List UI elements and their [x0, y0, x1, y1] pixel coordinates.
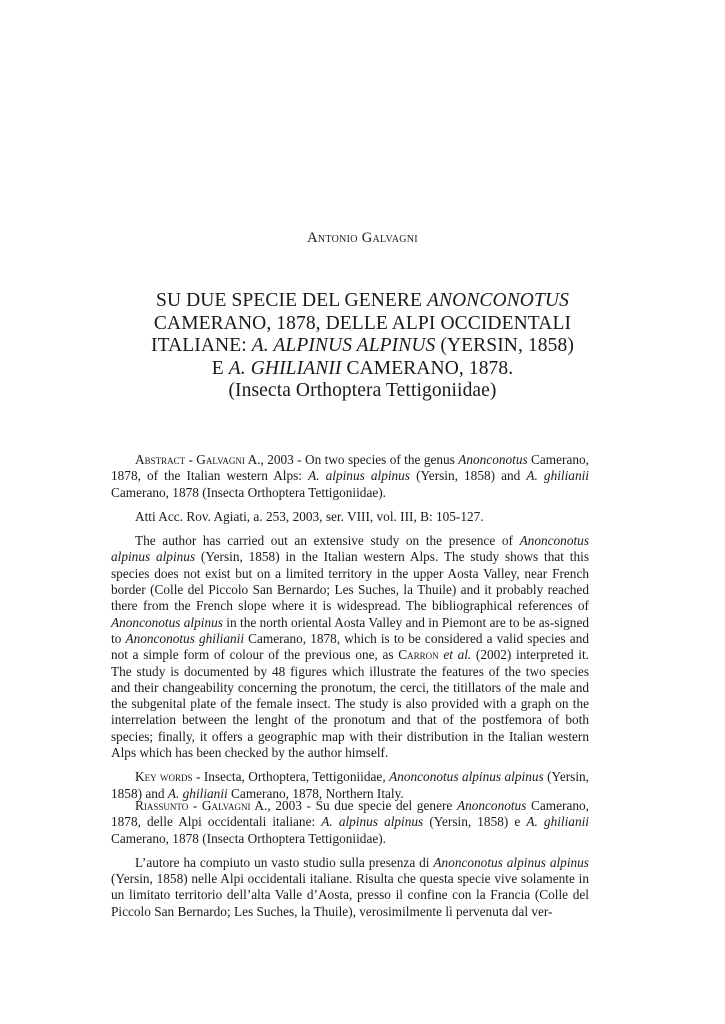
- title-line1a: SU DUE SPECIE DEL GENERE: [156, 290, 427, 311]
- abstract-citation: Atti Acc. Rov. Agiati, a. 253, 2003, ser. VIII, vol. III, B: 105-127.: [135, 508, 484, 524]
- keywords-text: Camerano, 1878, Northern Italy.: [227, 785, 404, 801]
- title-species1: A. ALPINUS ALPINUS: [251, 335, 436, 356]
- title-line4a: E: [211, 357, 229, 379]
- paper-title: [100, 290, 625, 403]
- abstract-species: Anonconotus ghilianii: [125, 630, 245, 646]
- riassunto-section: [111, 798, 589, 928]
- keywords-species: Anonconotus alpinus alpinus: [389, 769, 544, 785]
- abstract-species: Anonconotus alpinus alpinus: [111, 533, 589, 565]
- abstract-species: Anonconotus alpinus: [111, 614, 223, 630]
- title-line4c: CAMERANO, 1878.: [341, 357, 514, 379]
- abstract-paragraph: [111, 533, 589, 761]
- abstract-text: (Yersin, 1858) in the Italian western Alps. The study shows that this species does not exist but on a limited territory in the upper Aosta Valley, near French border (Colle del Piccolo San Bernardo; Les Suches, la Thuile) and it probably reached there from the French slope where it is widespread. The bibliographical references of: [111, 549, 589, 614]
- abstract-ref-species: A. ghilianii: [526, 468, 589, 484]
- abstract-text: Camerano, 1878, which is to be considered a valid species and not a simple form of colour of the previous one, as: [111, 630, 590, 663]
- abstract-label: Abstract - Galvagni: [135, 452, 245, 467]
- abstract-cited-author: Carron: [398, 647, 439, 663]
- abstract-et-al: et al.: [443, 647, 472, 663]
- abstract-section: [111, 452, 589, 810]
- keywords-text: - Insecta, Orthoptera, Tettigoniidae,: [192, 769, 390, 785]
- riassunto-species: Anonconotus alpinus alpinus: [433, 854, 589, 870]
- abstract-ref-text: (Yersin, 1858) and: [410, 468, 527, 484]
- keywords-label: Key words: [135, 769, 193, 785]
- keywords-species: A. ghilianii: [167, 785, 228, 801]
- title-line3a: ITALIANE:: [151, 335, 252, 356]
- title-line3c: (YERSIN, 1858): [435, 335, 574, 356]
- title-genus: ANONCONOTUS: [427, 290, 569, 311]
- title-line2: CAMERANO, 1878, DELLE ALPI OCCIDENTALI: [153, 312, 572, 334]
- author-name: Antonio Galvagni: [307, 230, 418, 246]
- abstract-text: The author has carried out an extensive study on the presence of: [135, 533, 520, 549]
- riassunto-ref-species: A. alpinus alpinus: [321, 814, 424, 830]
- riassunto-ref-text: Camerano, 1878, delle Alpi occidentali italiane:: [111, 798, 589, 830]
- abstract-text: (2002) interpreted it. The study is documented by 48 figures which illustrate the features of the two species and their changeability concerning the pronotum, the cerci, the titillators of the male and the subgenital plate of the female insect. The study is also provided with a graph on the interrelation between the lenght of the pronotum and that of the postfemora of both species; finally, it offers a geographic map with their distribution in the Italian western Alps which has been checked by the author himself.: [111, 647, 589, 761]
- riassunto-reference: [111, 798, 589, 847]
- riassunto-paragraph: [111, 855, 589, 920]
- abstract-ref-genus: Anonconotus: [458, 452, 528, 467]
- abstract-ref-text: Camerano, 1878 (Insecta Orthoptera Tettigoniidae).: [111, 484, 387, 500]
- riassunto-label: Riassunto - Galvagni: [135, 798, 251, 813]
- title-species2: A. GHILIANII: [228, 357, 342, 379]
- abstract-text: in the north oriental Aosta Valley and in Piemont are to be as-signed to: [111, 614, 589, 646]
- riassunto-text: L’autore ha compiuto un vasto studio sulla presenza di: [135, 854, 434, 870]
- riassunto-ref-text: (Yersin, 1858) e: [423, 814, 527, 830]
- riassunto-text: (Yersin, 1858) nelle Alpi occidentali italiane. Risulta che questa specie vive solamente in un limitato territorio dell’alta Valle d’Aosta, presso il confine con la Francia (Colle del Piccolo San Bernardo; Les Suches, la Thuile), verosimilmente lì pervenuta dal ver-: [111, 871, 589, 919]
- keywords-text: (Yersin, 1858) and: [111, 769, 589, 801]
- abstract-ref-species: A. alpinus alpinus: [308, 468, 411, 484]
- riassunto-ref-species: A. ghilianii: [526, 814, 589, 830]
- abstract-reference: [111, 452, 589, 501]
- abstract-ref-text: A., 2003 - On two species of the genus: [244, 452, 459, 467]
- riassunto-ref-genus: Anonconotus: [456, 798, 527, 813]
- title-line5: (Insecta Orthoptera Tettigoniidae): [228, 380, 497, 401]
- riassunto-ref-text: Camerano, 1878 (Insecta Orthoptera Tettigoniidae).: [111, 830, 387, 846]
- riassunto-ref-text: A., 2003 - Su due specie del genere: [250, 798, 457, 813]
- abstract-ref-text: Camerano, 1878, of the Italian western Alps:: [111, 452, 590, 484]
